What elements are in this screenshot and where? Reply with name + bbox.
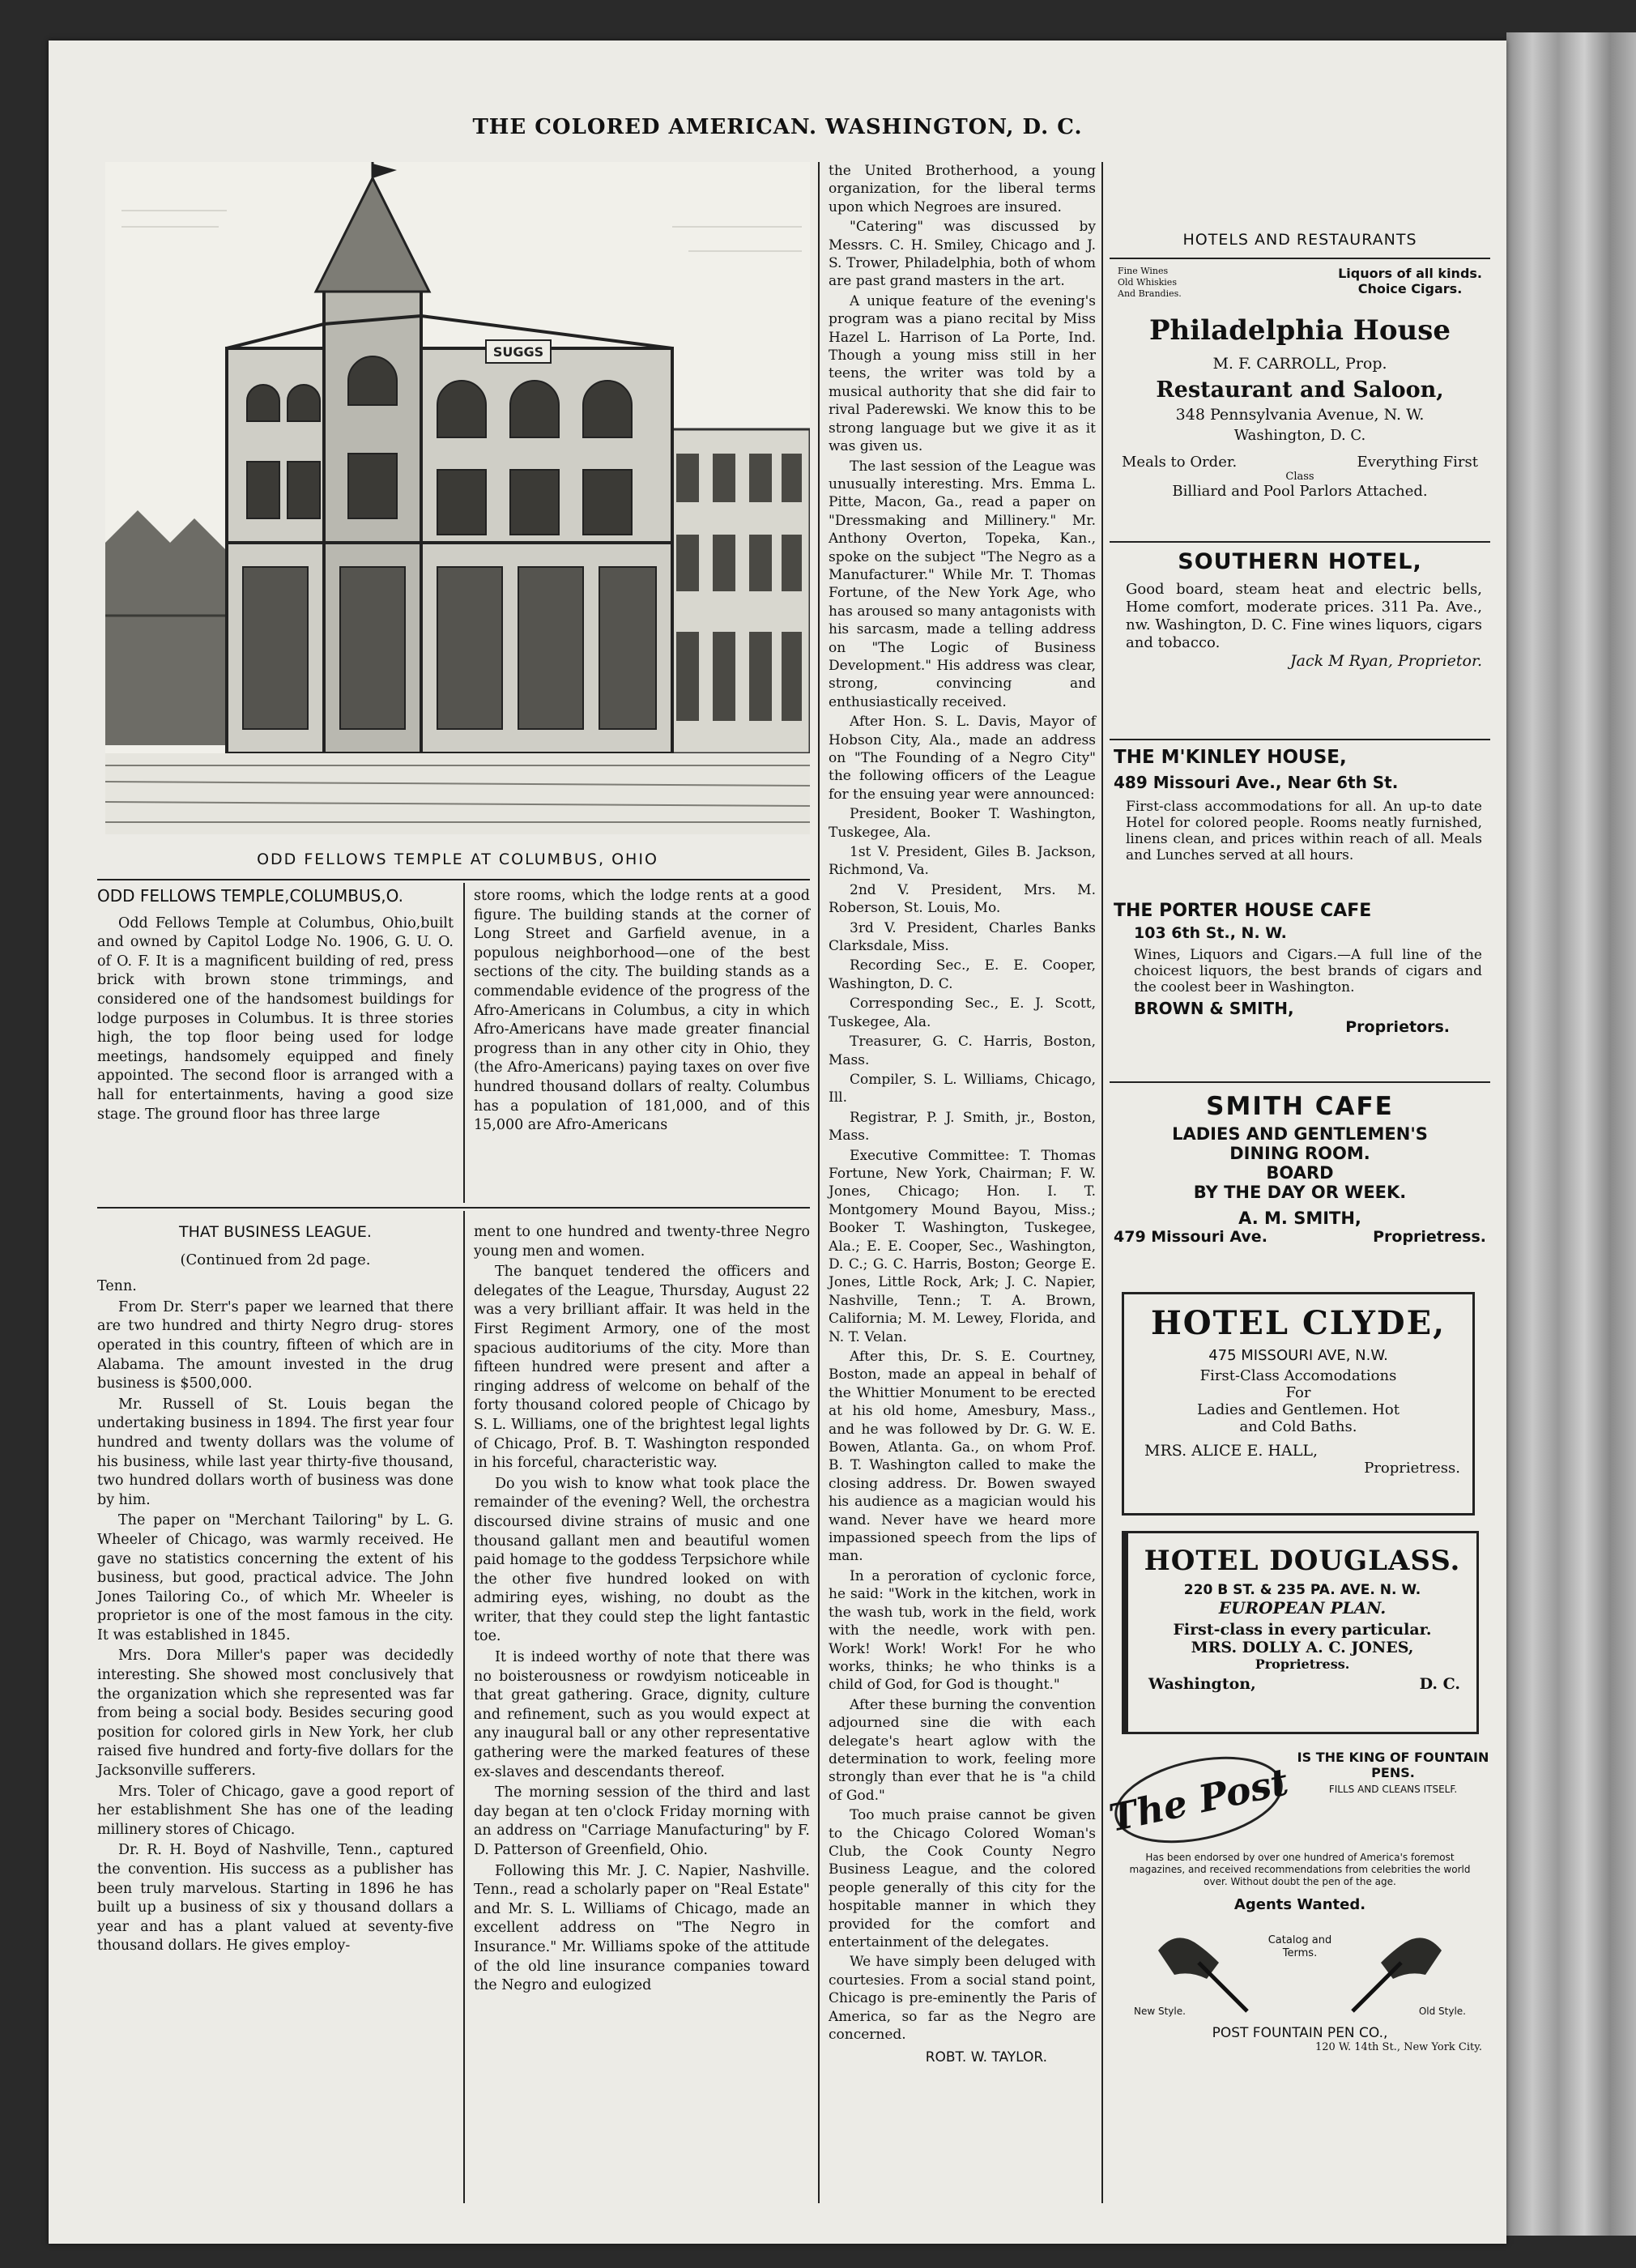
- league-subheading: (Continued from 2d page.: [180, 1251, 371, 1268]
- philadelphia-everything: Everything First: [1357, 454, 1478, 471]
- ad-mckinley-house: [1110, 747, 1490, 863]
- douglass-state: D. C.: [1419, 1675, 1460, 1693]
- section-rule: [97, 1207, 810, 1209]
- league-officer: Treasurer, G. C. Harris, Boston, Mass.: [829, 1034, 1096, 1068]
- clyde-address: 475 MISSOURI AVE, N.W.: [1208, 1347, 1388, 1364]
- porter-address: 103 6th St., N. W.: [1134, 924, 1287, 942]
- temple-illustration: [105, 162, 810, 834]
- philadelphia-billiard: Billiard and Pool Parlors Attached.: [1172, 483, 1428, 500]
- book-page-edges: [1506, 32, 1636, 2236]
- league-officer: Recording Sec., E. E. Cooper, Washington, D. C.: [829, 957, 1096, 992]
- odd-fellows-heading: ODD FELLOWS TEMPLE,COLUMBUS,O.: [97, 886, 403, 906]
- ads-rule: [1110, 541, 1490, 543]
- ad-porter-house-cafe: [1110, 901, 1490, 1036]
- mckinley-address: 489 Missouri Ave., Near 6th St.: [1114, 773, 1399, 792]
- post-logo-art: [1110, 1750, 1288, 1847]
- clyde-line2: For: [1285, 1384, 1311, 1401]
- post-agents: Agents Wanted.: [1233, 1896, 1366, 1913]
- league-para: After Hon. S. L. Davis, Mayor of Hobson City, Ala., made an address on "The Founding of a Negro City" the following officers of the League for the ensuing year were announced:: [829, 714, 1096, 803]
- league-para: Mrs. Toler of Chicago, gave a good report of her establishment She has one of the leading millinery stores of Chicago.: [97, 1783, 454, 1838]
- clyde-line1: First-Class Accomodations: [1199, 1367, 1397, 1384]
- philadelphia-title: Restaurant and Saloon,: [1156, 377, 1444, 403]
- league-para: After this, Dr. S. E. Courtney, Boston, made an appeal in behalf of the Whittier Monument to be erected at his old home, Amesbury, Mass., and he was followed by Dr. G. W. E. Bowen, Atlanta. Ga., on whom Prof. B. T. Washington called to make the closing address. Dr. Bowen swayed his audience as a magician would his wand. Never have we heard more impassioned speech from the lips of man.: [829, 1349, 1096, 1565]
- column-rule: [1101, 162, 1103, 2203]
- article-signature: ROBT. W. TAYLOR.: [925, 2049, 1047, 2066]
- porter-owners: BROWN & SMITH,: [1134, 999, 1294, 1018]
- post-body: Has been endorsed by over one hundred of America's foremost magazines, and received recommendations from celebrities the world over. Without doubt the pen of the age.: [1129, 1852, 1471, 1887]
- smith-line1: LADIES AND GENTLEMEN'S: [1172, 1124, 1428, 1144]
- masthead: THE COLORED AMERICAN. WASHINGTON, D. C.: [472, 115, 1083, 139]
- smith-name: SMITH CAFE: [1206, 1092, 1394, 1121]
- philadelphia-class: Class: [1285, 471, 1314, 483]
- clyde-line4: and Cold Baths.: [1239, 1418, 1357, 1435]
- douglass-owner: MRS. DOLLY A. C. JONES,: [1191, 1639, 1414, 1656]
- league-para: Tenn.: [97, 1278, 137, 1295]
- league-para: Mrs. Dora Miller's paper was decidedly interesting. She showed most conclusively that the organization which she represented was far from being a social body. Besides securing good position for colored girls in New York, her club raised five hundred and forty-five dollars for the Jacksonville sufferers.: [97, 1648, 454, 1780]
- post-company: POST FOUNTAIN PEN CO.,: [1212, 2025, 1388, 2041]
- newspaper-page: [49, 40, 1506, 2244]
- smith-owner: A. M. SMITH,: [1238, 1209, 1361, 1228]
- league-officer: Compiler, S. L. Williams, Chicago, Ill.: [829, 1071, 1096, 1106]
- porter-name: THE PORTER HOUSE CAFE: [1114, 901, 1372, 921]
- league-para: In a peroration of cyclonic force, he said: "Work in the kitchen, work in the wash tub, work in the field, work with the needle, work with pen. Work! Work! Work! For he who works, thinks; he who thinks is a child of God, for God is thought.": [829, 1567, 1096, 1694]
- douglass-address: 220 B ST. & 235 PA. AVE. N. W.: [1183, 1582, 1421, 1598]
- odd-fellows-article-col1: [97, 887, 454, 1126]
- ad-philadelphia-house: [1110, 266, 1490, 500]
- league-article-col2: [474, 1223, 810, 1997]
- southern-name: SOUTHERN HOTEL,: [1178, 549, 1422, 574]
- league-officer: Registrar, P. J. Smith, jr., Boston, Mass.: [829, 1109, 1096, 1145]
- svg-text:The Post: The Post: [1110, 1759, 1288, 1840]
- ad-smith-cafe: [1110, 1092, 1490, 1246]
- odd-fellows-text-2: store rooms, which the lodge rents at a good figure. The building stands at the corner of Long Street and Garfield avenue, in a populous neighborhood—one of the best sections of the city. The building stands as a commendable evidence of the progress of the Afro-Americans in Columbus, a city in which Afro-Americans have made greater financial progress than in any other city in Ohio, they (the Afro-Americans) paying taxes on over five hundred thousand dollars of realty. Columbus has a population of 181,000, and of this 15,000 are Afro-Americans: [474, 888, 810, 1134]
- smith-title: Proprietress.: [1373, 1228, 1486, 1246]
- ad-post-fountain-pen: [1110, 1750, 1490, 2106]
- column-rule: [463, 883, 465, 1203]
- mckinley-name: THE M'KINLEY HOUSE,: [1114, 747, 1347, 768]
- philadelphia-name: Philadelphia House: [1148, 314, 1451, 347]
- clyde-name: HOTEL CLYDE,: [1151, 1304, 1446, 1342]
- league-para: From Dr. Sterr's paper we learned that there are two hundred and thirty Negro drug- stores operated in this country, fifteen of which are in Alabama. The amount invested in the drug business is $500,000.: [97, 1298, 454, 1392]
- philadelphia-right-lines: Liquors of all kinds. Choice Cigars.: [1338, 266, 1482, 296]
- mckinley-body: First-class accommodations for all. An up-to date Hotel for colored people. Rooms neatly furnished, linens clean, and prices within reach of all. Meals and Lunches served at all hours.: [1126, 799, 1482, 863]
- smith-line4: BY THE DAY OR WEEK.: [1193, 1183, 1407, 1202]
- post-new-style: New Style.: [1134, 2006, 1186, 2017]
- league-para: Following this Mr. J. C. Napier, Nashville. Tenn., read a scholarly paper on "Real Estate" and Mr. S. L. Williams of Chicago, made an excellent address on "The Negro in Insurance." Mr. Williams spoke of the attitude of the old line insurance companies toward the Negro and eulogized: [474, 1862, 810, 1994]
- douglass-city: Washington,: [1148, 1675, 1256, 1693]
- league-officer: President, Booker T. Washington, Tuskegee, Ala.: [829, 806, 1096, 841]
- clyde-owner: MRS. ALICE E. HALL,: [1144, 1442, 1318, 1460]
- league-para: "Catering" was discussed by Messrs. C. H. Smiley, Chicago and J. S. Trower, Philadelphia, both of whom are past grand masters in the art.: [829, 219, 1096, 290]
- smith-address: 479 Missouri Ave.: [1114, 1228, 1267, 1246]
- ads-section-header: HOTELS AND RESTAURANTS: [1182, 231, 1417, 249]
- post-old-style: Old Style.: [1418, 2006, 1466, 2017]
- douglass-plan: EUROPEAN PLAN.: [1218, 1598, 1387, 1618]
- league-officer: 2nd V. President, Mrs. M. Roberson, St. Louis, Mo.: [829, 881, 1096, 917]
- league-officer: 1st V. President, Giles B. Jackson, Richmond, Va.: [829, 844, 1096, 879]
- column-rule: [463, 1211, 465, 2203]
- ad-hotel-clyde: [1122, 1292, 1475, 1516]
- league-para: We have simply been deluged with courtesies. From a social stand point, Chicago is pre-eminently the Paris of America, so far as the Negro are concerned.: [829, 1954, 1096, 2044]
- league-para: the United Brotherhood, a young organization, for the liberal terms upon which Negroes are insured.: [829, 163, 1096, 215]
- league-para: Too much praise cannot be given to the Chicago Colored Woman's Club, the Cook County Negro Business League, and the colored people generally of this city for the hospitable manner in which they provided for the comfort and entertainment of the delegates.: [829, 1807, 1096, 1950]
- philadelphia-meals: Meals to Order.: [1122, 454, 1238, 471]
- porter-title: Proprietors.: [1345, 1018, 1450, 1036]
- porter-body: Wines, Liquors and Cigars.—A full line of the choicest liquors, the best brands of cigars and the coolest beer in Washington.: [1134, 947, 1482, 995]
- odd-fellows-temple-engraving: [105, 162, 810, 834]
- building-sign: SUGGS: [492, 344, 544, 360]
- league-para: After these burning the convention adjourned sine die with each delegate's heart aglow with the determination to work, feeling more strongly than ever that he is "a child of God.": [829, 1696, 1096, 1804]
- league-para: A unique feature of the evening's program was a piano recital by Miss Hazel L. Harrison of La Porte, Ind. Though a young miss still in her teens, the writer was told by a musical authority that she did fair to rival Paderewski. We know this to be strong language but we give it as it was given us.: [829, 292, 1096, 455]
- post-headline: IS THE KING OF FOUNTAIN PENS.: [1297, 1750, 1489, 1780]
- ad-southern-hotel: [1110, 549, 1490, 670]
- league-article-col1: [97, 1223, 454, 1958]
- caption-rule: [97, 879, 810, 880]
- league-article-col3: [829, 162, 1096, 2069]
- league-heading: THAT BUSINESS LEAGUE.: [179, 1223, 372, 1241]
- philadelphia-city: Washington, D. C.: [1233, 427, 1366, 444]
- league-para: Mr. Russell of St. Louis began the undertaking business in 1894. The first year four hundred and twenty dollars was the volume of his business, while last year thirty-five thousand, two hundred dollars worth of business was done by him.: [97, 1396, 454, 1508]
- league-para: It is indeed worthy of note that there was no boisterousness or rowdyism noticeable in that great gathering. Grace, dignity, culture and refinement, such as you would expect at any inaugural ball or any other representative gathering were the marked features of these ex-slaves and descendants thereof.: [474, 1649, 810, 1780]
- league-para: The morning session of the third and last day began at ten o'clock Friday morning with an address on "Carriage Manufacturing" by F. D. Patterson of Greenfield, Ohio.: [474, 1784, 810, 1858]
- ad-hotel-douglass: [1122, 1531, 1479, 1734]
- column-rule: [818, 162, 820, 2203]
- smith-line3: BOARD: [1266, 1163, 1334, 1183]
- douglass-line1: First-class in every particular.: [1173, 1621, 1432, 1639]
- league-para: ment to one hundred and twenty-three Negro young men and women.: [474, 1224, 810, 1260]
- odd-fellows-text-1: Odd Fellows Temple at Columbus, Ohio,built and owned by Capitol Lodge No. 1906, G. U. O. of O. F. It is a magnificent building of red, press brick with brown stone trimmings, and considered one of the handsomest buildings for lodge purposes in Columbus. It is three stories high, the top floor being used for lodge meetings, handsomely equipped and finely appointed. The second floor is arranged with a hall for entertainments, having a good size stage. The ground floor has three large: [97, 914, 454, 1123]
- odd-fellows-article-col2: [474, 887, 810, 1137]
- ads-rule: [1110, 739, 1490, 740]
- post-logo: [1110, 1750, 1288, 1847]
- league-para: Do you wish to know what took place the remainder of the evening? Well, the orchestra discoursed divine strains of music and one thousand gallant men and beautiful women paid homage to the goddess Terpsichore while the other five hundred looked on with admiring eyes, wishing, no doubt as the writer, that they could step the light fantastic toe.: [474, 1475, 810, 1645]
- philadelphia-address: 348 Pennsylvania Avenue, N. W.: [1175, 406, 1425, 424]
- southern-prop: Jack M Ryan, Proprietor.: [1290, 652, 1482, 670]
- clyde-title: Proprietress.: [1364, 1460, 1460, 1477]
- philadelphia-left-lines: Fine Wines Old Whiskies And Brandies.: [1118, 266, 1182, 299]
- douglass-name: HOTEL DOUGLASS.: [1144, 1545, 1461, 1577]
- league-officer: 3rd V. President, Charles Banks Clarksdale, Miss.: [829, 919, 1096, 955]
- post-address: 120 W. 14th St., New York City.: [1314, 2041, 1482, 2053]
- league-para: The paper on "Merchant Tailoring" by L. G. Wheeler of Chicago, was warmly received. He gave no statistics concerning the extent of his business, but good, practical advice. The John Jones Tailoring Co., of which Mr. Wheeler is proprietor is one of the most famous in the city. It was established in 1845.: [97, 1512, 454, 1643]
- league-officer: Corresponding Sec., E. J. Scott, Tuskegee, Ala.: [829, 995, 1096, 1030]
- smith-line2: DINING ROOM.: [1229, 1144, 1370, 1163]
- engraving-caption: ODD FELLOWS TEMPLE AT COLUMBUS, OHIO: [257, 850, 658, 868]
- post-sub: FILLS AND CLEANS ITSELF.: [1328, 1784, 1458, 1795]
- philadelphia-prop: M. F. CARROLL, Prop.: [1212, 355, 1387, 373]
- southern-body: Good board, steam heat and electric bells, Home comfort, moderate prices. 311 Pa. Ave., nw. Washington, D. C. Fine wines liquors, cigars and tobacco.: [1126, 581, 1482, 651]
- clyde-line3: Ladies and Gentlemen. Hot: [1197, 1401, 1400, 1418]
- league-para: The banquet tendered the officers and delegates of the League, Thursday, August 22 was a very brilliant affair. It was held in the First Regiment Armory, one of the most spacious auditoriums of the city. More than fifteen hundred were present and after a ringing address of welcome on behalf of the forty thousand colored people of Chicago by S. L. Williams, one of the brightest legal lights of Chicago, Prof. B. T. Washington responded in his forceful, characteristic way.: [474, 1264, 810, 1472]
- douglass-title: Proprietress.: [1255, 1656, 1350, 1672]
- ads-rule: [1110, 1081, 1490, 1083]
- post-catalog: Catalog and Terms.: [1267, 1934, 1332, 1959]
- ads-rule: [1110, 258, 1490, 259]
- league-para: Dr. R. H. Boyd of Nashville, Tenn., captured the convention. His success as a publisher has been truly marvelous. Starting in 1896 he has built up a business of six y thousand dollars a year and has a plant valued at seventy-five thousand dollars. He gives employ-: [97, 1842, 454, 1955]
- league-para: The last session of the League was unusually interesting. Mrs. Emma L. Pitte, Macon, Ga., read a paper on "Dressmaking and Millinery." Mr. Anthony Overton, Topeka, Kan., spoke on the subject "The Negro as a Manufacturer." While Mr. T. Thomas Fortune, of the New York Age, who has aroused so many antagonists with his sarcasm, made a telling address on "The Logic of Business Development." His address was clear, strong, convincing and enthusiastically received.: [829, 458, 1096, 710]
- league-para: Executive Committee: T. Thomas Fortune, New York, Chairman; F. W. Jones, Chicago; Hon. I. T. Montgomery Mound Bayou, Miss.; Booker T. Washington, Tuskegee, Ala.; E. E. Cooper, Sec., Washington, D. C.; G. C. Harris, Boston; George E. Jones, Little Rock, Ark; J. C. Napier, Nashville, Tenn.; T. A. Brown, California; M. M. Lewey, Florida, and N. T. Velan.: [829, 1147, 1096, 1345]
